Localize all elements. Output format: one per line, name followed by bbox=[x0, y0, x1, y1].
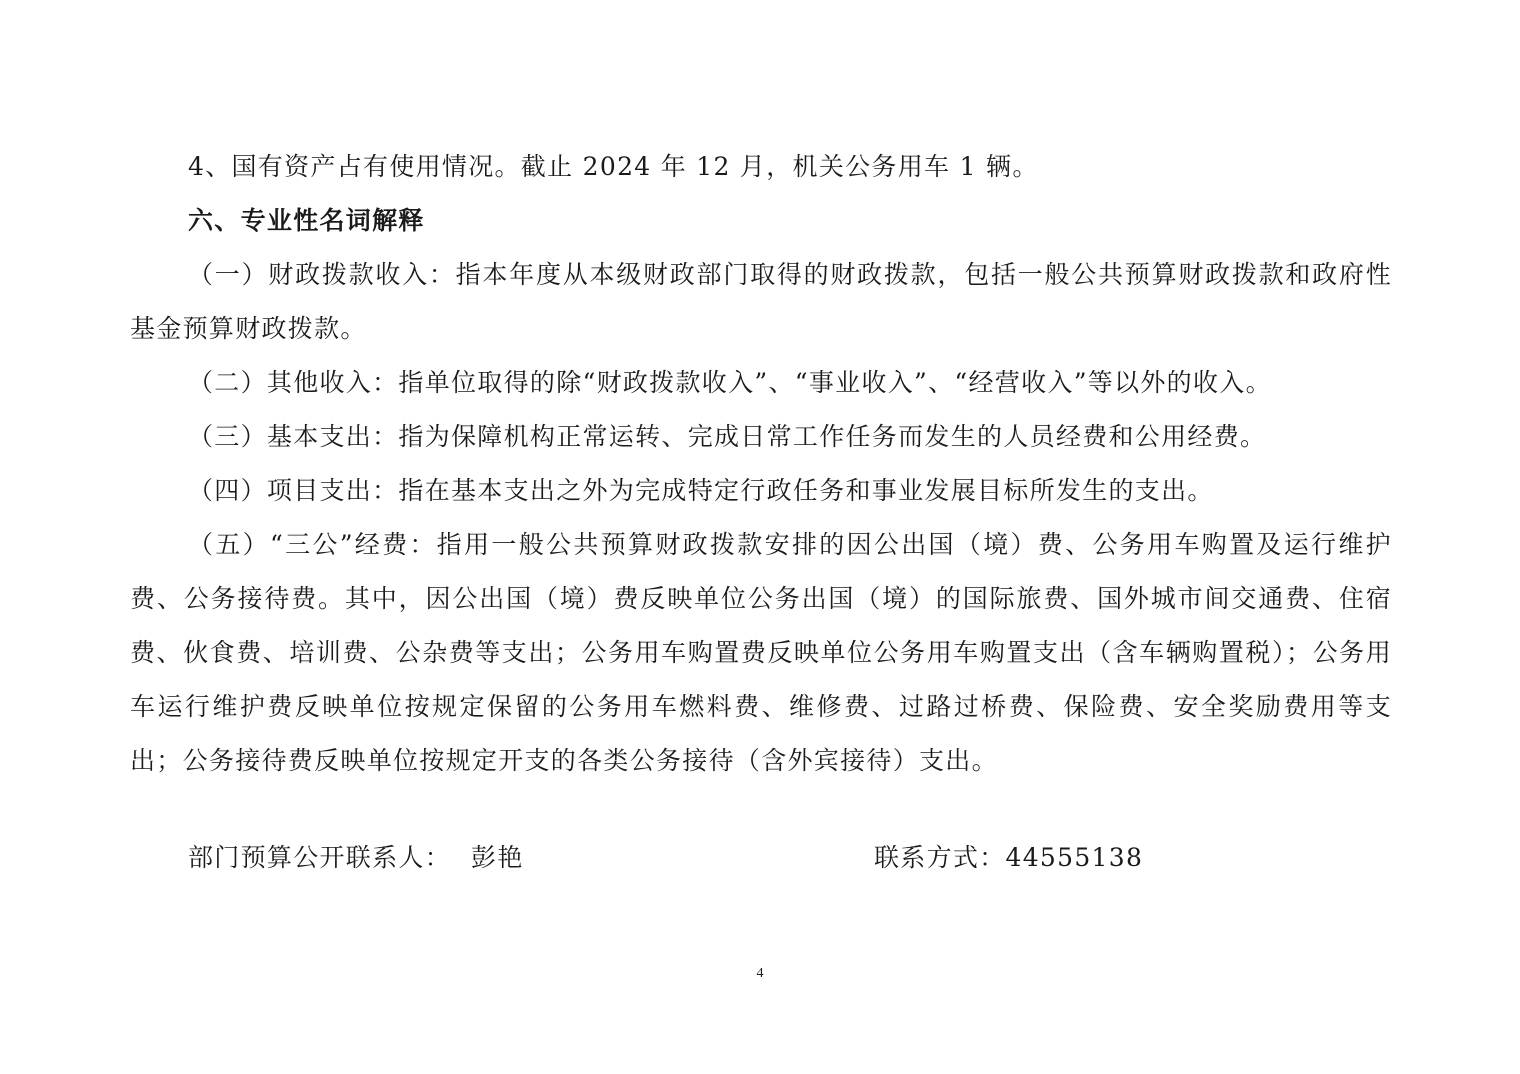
contact-person-label: 部门预算公开联系人： bbox=[188, 843, 452, 872]
contact-phone bbox=[874, 838, 1143, 878]
contact-phone-label: 联系方式： bbox=[874, 843, 1006, 872]
contact-person-name: 彭艳 bbox=[471, 843, 524, 872]
paragraph-assets: 4、国有资产占有使用情况。截止 2024 年 12 月，机关公务用车 1 辆。 bbox=[188, 152, 1039, 181]
page-number: 4 bbox=[756, 966, 764, 981]
paragraph-term-1: （一）财政拨款收入：指本年度从本级财政部门取得的财政拨款，包括一般公共预算财政拨款和政府性基金预算财政拨款。 bbox=[130, 260, 1392, 343]
paragraph-term-2: （二）其他收入：指单位取得的除“财政拨款收入”、“事业收入”、“经营收入”等以外的收入。 bbox=[188, 368, 1272, 397]
contact-person bbox=[188, 838, 524, 878]
document-body bbox=[130, 140, 1392, 788]
paragraph-term-4: （四）项目支出：指在基本支出之外为完成特定行政任务和事业发展目标所发生的支出。 bbox=[188, 476, 1214, 505]
section-heading-terms: 六、专业性名词解释 bbox=[188, 206, 425, 235]
paragraph-term-3: （三）基本支出：指为保障机构正常运转、完成日常工作任务而发生的人员经费和公用经费。 bbox=[188, 422, 1267, 451]
paragraph-term-5: （五）“三公”经费：指用一般公共预算财政拨款安排的因公出国（境）费、公务用车购置及运行维护费、公务接待费。其中，因公出国（境）费反映单位公务出国（境）的国际旅费、国外城市间交通费、住宿费、伙食费、培训费、公杂费等支出；公务用车购置费反映单位公务用车购置支出（含车辆购置税）；公务用车运行维护费反映单位按规定保留的公务用车燃料费、维修费、过路过桥费、保险费、安全奖励费用等支出；公务接待费反映单位按规定开支的各类公务接待（含外宾接待）支出。 bbox=[130, 530, 1392, 775]
contact-phone-number: 44555138 bbox=[1005, 843, 1144, 872]
